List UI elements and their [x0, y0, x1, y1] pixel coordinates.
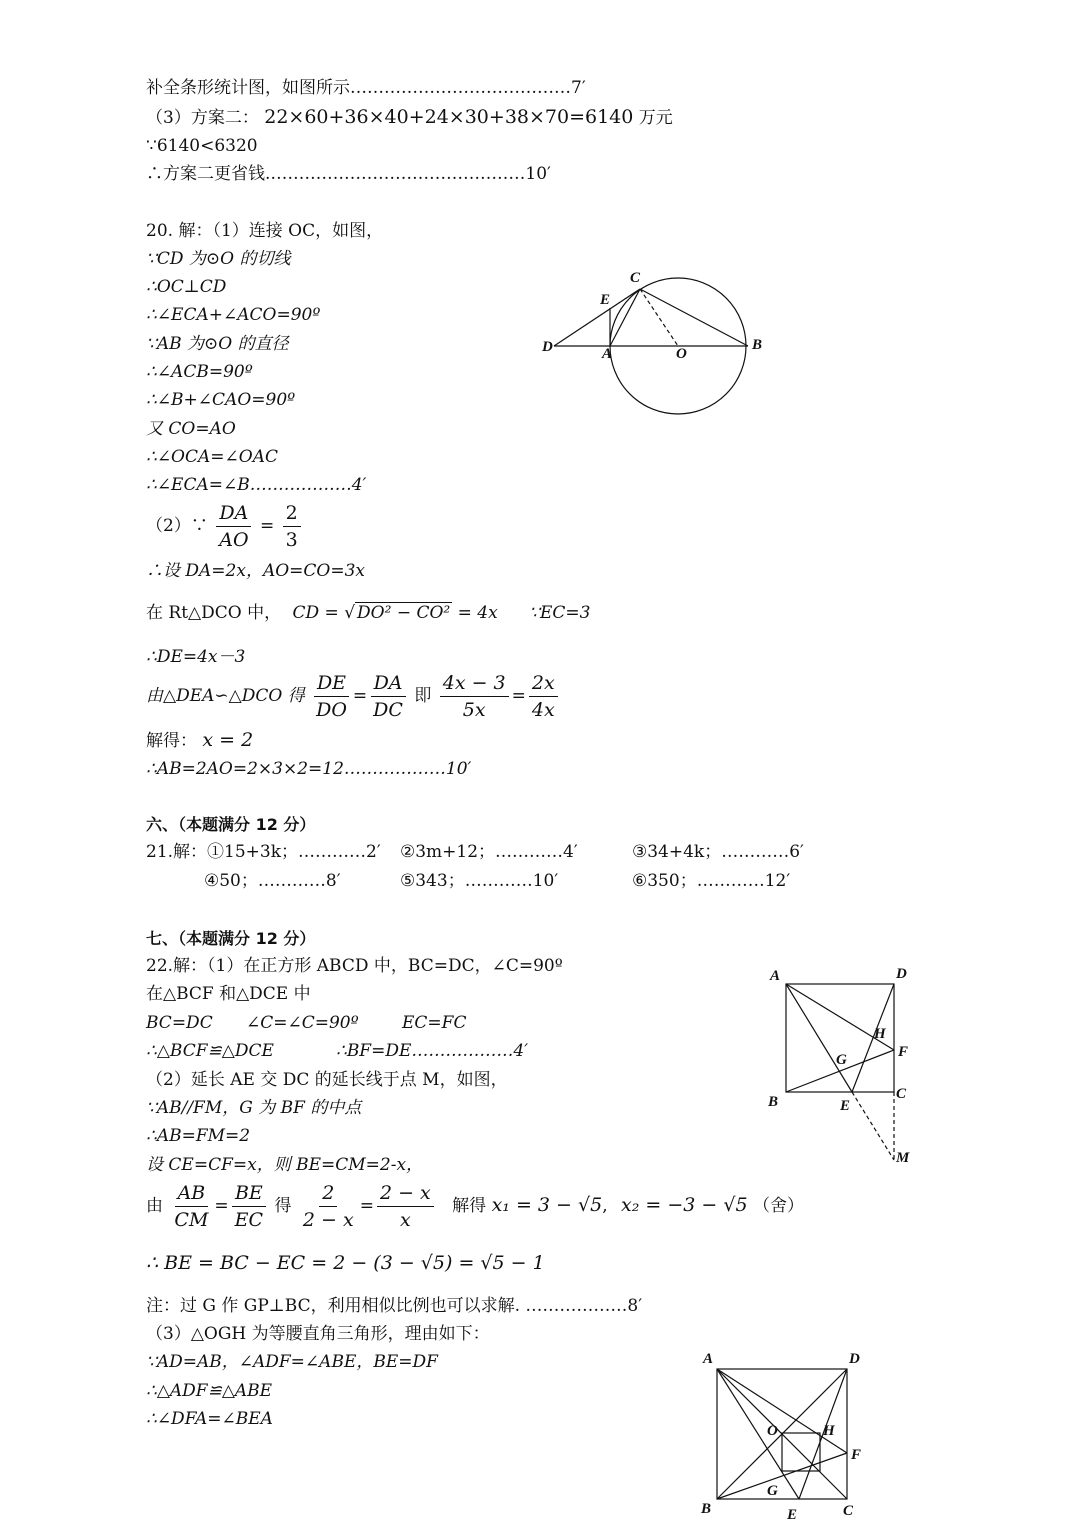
- p20-line-2: ∵CD 为⊙O 的切线: [146, 249, 291, 269]
- svg-text:B: B: [752, 337, 763, 353]
- p22-line-3b: ∠C=∠C=90º: [246, 1013, 359, 1033]
- p20-line-4: ∴∠ECA+∠ACO=90º: [146, 305, 321, 325]
- svg-text:E: E: [600, 292, 611, 308]
- fraction: $\frac{2}{3}$: [283, 500, 301, 553]
- p22-line-13: ∵AD=AB，∠ADF=∠ABE，BE=DF: [146, 1352, 438, 1372]
- conclusion: ∴方案二更省钱.………………………………………10′: [146, 164, 551, 184]
- p20-line-1: 20. 解：（1）连接 OC，如图，: [146, 221, 384, 241]
- svg-text:F: F: [898, 1044, 909, 1060]
- svg-text:O: O: [676, 346, 687, 362]
- svg-text:D: D: [542, 339, 553, 355]
- svg-text:G: G: [836, 1052, 847, 1068]
- p22-line-7: ∴AB=FM=2: [146, 1126, 251, 1146]
- p21-answer-3: ③34+4k；…………6′: [632, 842, 804, 862]
- p22-proportion: 由 $\frac{AB}{CM}$ = $\frac{BE}{EC}$ 得 $\frac{2}{2 - x}$ = $\frac{2 - x}{x}$ 解得 x₁ = 3 − √5, x₂ = −3 − √5 （舍）: [146, 1182, 804, 1231]
- p20-solution: 解得： x = 2: [146, 729, 254, 751]
- p20-line-7: ∴∠B+∠CAO=90º: [146, 390, 296, 410]
- svg-text:A: A: [703, 1351, 714, 1367]
- circle-tangent-figure: [530, 262, 780, 422]
- p20-answer: ∴AB=2AO=2×3×2=12………………10′: [146, 759, 472, 779]
- svg-text:O: O: [767, 1423, 778, 1439]
- p22-be-value: ∴ BE = BC − EC = 2 − (3 − √5) = √5 − 1: [146, 1252, 545, 1274]
- p21-answer-1: 21.解：①15+3k；…………2′: [146, 842, 381, 862]
- svg-text:D: D: [896, 966, 907, 982]
- p21-answer-4: ④50；…………8′: [204, 871, 341, 891]
- svg-text:C: C: [896, 1086, 907, 1102]
- p20-line-9: ∴∠OCA=∠OAC: [146, 447, 278, 467]
- svg-text:G: G: [767, 1483, 778, 1499]
- p20-line-10: ∴∠ECA=∠B………………4′: [146, 475, 367, 495]
- svg-text:C: C: [630, 270, 641, 286]
- square-figure-m: [760, 960, 920, 1170]
- svg-text:B: B: [701, 1501, 712, 1517]
- svg-text:A: A: [602, 346, 613, 362]
- svg-text:E: E: [787, 1507, 798, 1523]
- svg-text:E: E: [840, 1098, 851, 1114]
- svg-text:C: C: [843, 1503, 854, 1519]
- p20-line-8: 又 CO=AO: [146, 419, 236, 439]
- section-seven-heading: 七、（本题满分 12 分）: [146, 929, 316, 948]
- p22-line-2: 在△BCF 和△DCE 中: [146, 984, 311, 1004]
- p20-let-x: ∴设 DA=2x，AO=CO=3x: [146, 561, 366, 581]
- p22-note: 注：过 G 作 GP⊥BC，利用相似比例也可以求解. ………………8′: [146, 1296, 643, 1316]
- p20-line-3: ∴OC⊥CD: [146, 277, 227, 297]
- p22-line-14: ∴△ADF≌△ABE: [146, 1381, 273, 1401]
- svg-text:B: B: [768, 1094, 779, 1110]
- p20-pythagoras: 在 Rt△DCO 中， CD = √ DO² − CO² = 4x ∵EC=3: [146, 603, 591, 623]
- svg-text:H: H: [874, 1026, 886, 1042]
- p22-line-3c: EC=FC: [402, 1013, 467, 1033]
- p22-line-1: 22.解：（1）在正方形 ABCD 中，BC=DC，∠C=90º: [146, 956, 563, 976]
- p22-line-3a: BC=DC: [146, 1013, 213, 1033]
- p22-line-4a: ∴△BCF≌△DCE: [146, 1041, 274, 1061]
- p20-line-5: ∵AB 为⊙O 的直径: [146, 334, 289, 354]
- section-six-heading: 六、（本题满分 12 分）: [146, 815, 316, 834]
- p22-line-15: ∴∠DFA=∠BEA: [146, 1409, 273, 1429]
- comparison: ∵6140<6320: [146, 136, 258, 156]
- square-figure-o: [695, 1343, 875, 1523]
- p22-line-4b: ∴BF=DE………………4′: [336, 1041, 529, 1061]
- p20-similar: 由△DEA∽△DCO 得 $\frac{DE}{DO}$ = $\frac{DA}{DC}$ 即 $\frac{4x - 3}{5x}$ = $\frac{2x}{4x}$: [146, 670, 561, 723]
- p21-answer-6: ⑥350；…………12′: [632, 871, 791, 891]
- p20-line-6: ∴∠ACB=90º: [146, 362, 253, 382]
- p21-answer-5: ⑤343；…………10′: [400, 871, 559, 891]
- fraction: $\frac{DA}{AO}$: [216, 500, 251, 553]
- svg-text:A: A: [770, 968, 781, 984]
- bar-chart-note: 补全条形统计图，如图所示…………………………………7′: [146, 78, 586, 98]
- svg-text:H: H: [823, 1423, 835, 1439]
- p22-line-8: 设 CE=CF=x，则 BE=CM=2-x，: [146, 1155, 424, 1175]
- p22-line-5: （2）延长 AE 交 DC 的延长线于点 M，如图，: [146, 1070, 508, 1090]
- p22-part3: （3）△OGH 为等腰直角三角形，理由如下：: [146, 1324, 490, 1344]
- plan-two-cost: （3）方案二： 22×60+36×40+24×30+38×70=6140 万元: [146, 106, 673, 128]
- svg-text:F: F: [851, 1447, 862, 1463]
- p21-answer-2: ②3m+12；…………4′: [400, 842, 578, 862]
- p20-de: ∴DE=4x－3: [146, 647, 246, 667]
- p22-line-6: ∵AB//FM，G 为 BF 的中点: [146, 1098, 362, 1118]
- svg-text:D: D: [849, 1351, 860, 1367]
- p20-ratio-given: （2）∵ $\frac{DA}{AO}$ = $\frac{2}{3}$: [146, 500, 304, 553]
- svg-text:M: M: [896, 1150, 910, 1166]
